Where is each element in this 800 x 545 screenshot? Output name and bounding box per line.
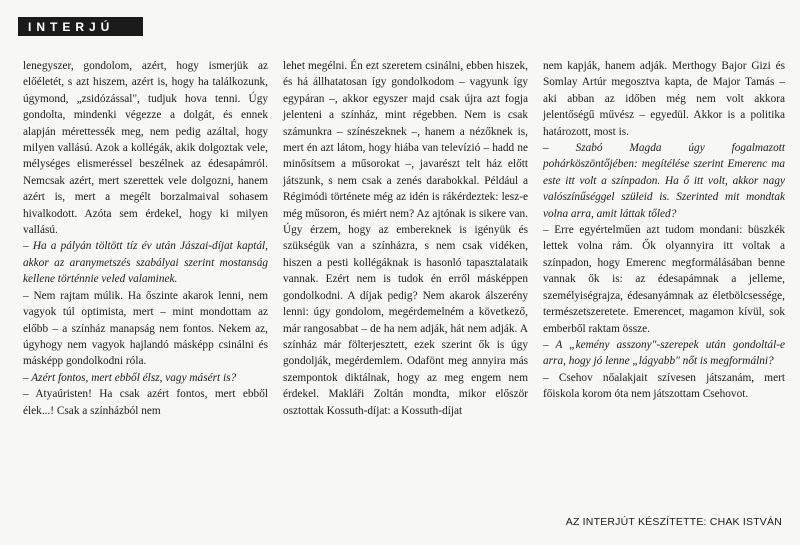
text-column-1	[23, 58, 268, 419]
paragraph: – Nem rajtam múlik. Ha őszinte akarok lenni, nem vagyok túl optimista, mert – mint mondottam az előbb – a színház manapság nem fontos. Nekem az, úgyhogy nem vagyok hajlandó másképp csinálni és másképp gondolkodni róla.	[23, 289, 268, 368]
text-column-2	[283, 58, 528, 419]
text-column-3	[543, 58, 785, 403]
section-label: INTERJÚ	[28, 19, 115, 34]
paragraph: – Csehov nőalakjait szívesen játszanám, mert főiskola korom óta nem játszottam Csehovot.	[543, 371, 785, 401]
interview-question: – Ha a pályán töltött tíz év után Jászai-díjat kaptál, akkor az aranymetszés szabályai szerint mostanság kellene történnie veled valaminek.	[23, 240, 268, 286]
paragraph: – Erre egyértelműen azt tudom mondani: büszkék lettek volna rám. Ők olyannyira itt voltak a színpadon, hogy Emerenc megformálásában benne vannak ők is: az édesapámnak a jelleme, személyiségrajza, édesanyámnak az életbölcsessége, természetszeretete. Emerencet, magamon kívül, sok emberből raktam össze.	[543, 224, 785, 335]
paragraph: nem kapják, hanem adják. Merthogy Bajor Gizi és Somlay Artúr megosztva kapta, de Major Tamás – aki abban az időben még nem volt akkora jelentőségű művész – egyedül. Akkor is a politika határozott, most is.	[543, 60, 785, 138]
interview-question: – A „kemény asszony"-szerepek után gondoltál-e arra, hogy jó lenne „lágyabb" nőt is megformálni?	[543, 338, 785, 368]
paragraph: – Atyaúristen! Ha csak azért fontos, mert ebből élek...! Csak a színházból nem	[23, 388, 268, 417]
section-header	[18, 17, 143, 36]
author-credit: AZ INTERJÚT KÉSZÍTETTE: CHAK ISTVÁN	[565, 516, 782, 528]
paragraph: lehet megélni. Én ezt szeretem csinálni, ebben hiszek, és há állhatatosan így gondolkodom – vagyunk így egypáran –, akkor egyszer majd csak újra azt fogja jelenteni a színház, mint régebben. Nem is csak számunkra – színészeknek –, hanem a nézőknek is, mert én azt látom, hogy hiába van televízió – hadd ne minősítsem a műsorokat –, javarészt telt ház előtt játszunk, s nem csak a zenés darabokkal. Például a Régimódi története még az idén is rákérdeztek: lesz-e még műsoron, és miért nem? Az ajtónak is sikere van. Úgy érzem, hogy az embereknek is igényük és szükségük van a színházra, s nem csak vidéken, hiszen a pesti kollégáknak is hasonló tapasztalataik vannak. Ezért nem is tudok én erről másképpen gondolkodni. A díjak pedig? Nem akarok álszerény lenni: úgy gondolom, megérdemelném a következő, már rangosabbat – de ha nem adják, hát nem adják. A színház már fölterjesztett, ezek szerint ők is úgy gondolják, megérdemlem. Odafönt meg annyira más szempontok diktálnak, hogy az meg engem nem érdekel. Makláři Zoltán mondta, mikor először osztottak Kossuth-díjat: a Kossuth-díjat	[283, 60, 528, 417]
paragraph: lenegyszer, gondolom, azért, hogy ismerjük az előéletét, s azt hiszem, azért is, hogy ha találkozunk, úgymond, „zsidózással", tudjuk hova tenni. Úgy gondolta, mindenki végezze a dolgát, és ennek alapján mérettessék meg, nem pedig azáltal, hogy milyen vallású. Azok a kollégák, akik dolgoztak vele, mélységes elismeréssel beszélnek az édesapámról. Nemcsak azért, mert szerettek vele dolgozni, hanem azért is, mert a megélt borzalmaival sohasem hivalkodott. Azóta sem érdekel, hogy ki milyen vallású.	[23, 60, 268, 237]
interview-question: – Szabó Magda úgy fogalmazott pohárköszöntőjében: megítélése szerint Emerenc ma este itt volt a színpadon. Ha ő itt volt, akkor nagy valószínűséggel szüleid is. Szerinted mit mondtak volna arra, amit láttak tőled?	[543, 142, 785, 220]
interview-question: – Azért fontos, mert ebből élsz, vagy másért is?	[23, 371, 237, 384]
